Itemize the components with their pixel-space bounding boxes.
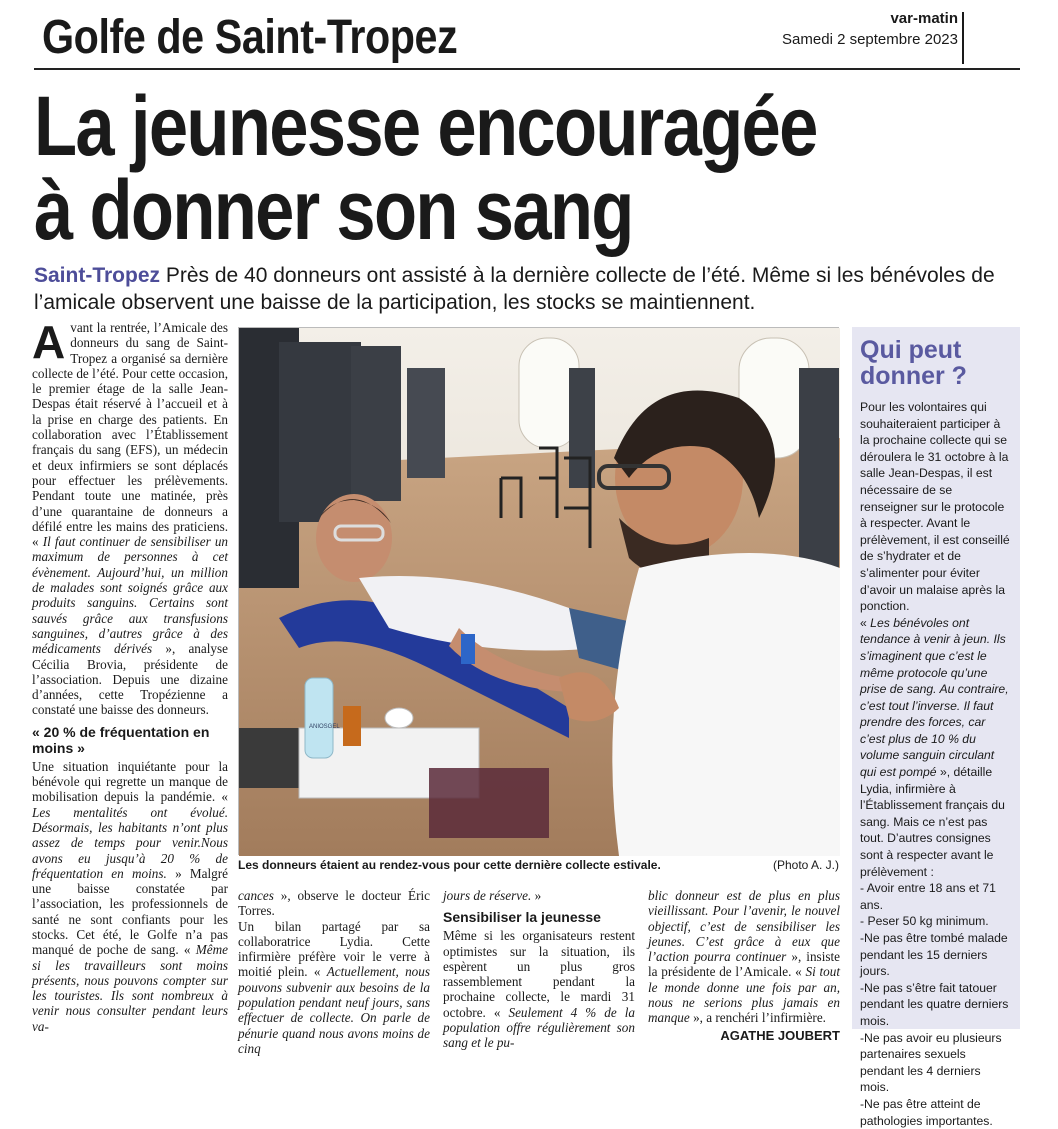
page-header [34,6,1022,70]
photo-credit: (Photo A. J.) [772,858,839,872]
drop-cap: A [32,316,66,368]
sidebar-body [860,399,1012,1129]
article-paragraph: jours de réserve. » [443,888,542,903]
newspaper-brand: var-matin [890,10,958,27]
section-rubric: Golfe de Saint-Tropez [42,11,458,64]
header-rule [34,68,1020,70]
article-paragraph: cances », observe le docteur Éric Torres. [238,888,430,919]
sidebar-rule: - Peser 50 kg minimum. [860,914,989,929]
article-column-1 [32,316,229,1034]
bottle-label: ANIOSGEL [309,724,340,730]
article-column-3 [443,888,635,1051]
headline-line-2: à donner son sang [34,163,633,257]
article-paragraph: Un bilan partagé par sa collaboratrice Lydia. Cette infirmière préfère voir le verre à moitié plein. « Actuellement, nous pouvons subvenir aux besoins de la population pendant neuf jours, sans effectuer de collecte. On parle de pénurie quand nous avons moins de cinq [238,918,430,1056]
article-column-4 [648,888,840,1043]
article-paragraph: Une situation inquiétante pour la bénévole qui regrette un manque de mobilisation depuis la pandémie. « Les mentalités ont évolué. Désormais, les habitants n’ont plus assez de temps pour venir.Nous avons eu jusqu’à 20 % de fréquentation en moins. » Malgré une baisse constatée par l’association, les professionnels de santé ne sont confiants pour les stocks. Cet été, le Golfe n’a pas manqué de poche de sang. « Même si les travailleurs sont moins présents, nous pouvons compter sur les touristes. Ils sont nombreux à venir nous consulter pendant leurs va- [32,758,228,1034]
headline [34,79,840,257]
article-paragraph: Même si les organisateurs restent optimistes sur la situation, ils espèrent un plus gros rassemblement pendant la prochaine collecte, le mardi 31 octobre. « Seulement 4 % de la population offre régulièrement son sang et le pu- [443,928,635,1051]
headline-line-1: La jeunesse encouragée [34,79,817,173]
sidebar-rule: - Avoir entre 18 ans et 71 ans. [860,881,996,912]
article-photo [238,327,839,855]
caption-text: Les donneurs étaient au rendez-vous pour cette dernière collecte estivale. [238,858,661,872]
sidebar-rule: -Ne pas être tombé malade pendant les 15 derniers jours. [860,931,1008,979]
author-signature: AGATHE JOUBERT [720,1027,840,1043]
standfirst [34,262,1024,316]
sidebar-rule: -Ne pas être atteint de pathologies importantes. [860,1096,993,1128]
article-paragraph: blic donneur est de plus en plus vieillissant. Pour l’avenir, le nouvel objectif, c’est de sensibiliser les jeunes. C’est grâce à eux que l’action pourra continuer », insiste la présidente de l’Amicale. « Si tout le monde donne une fois par an, nous ne serions plus jamais en manque », a renchéri l’infirmière. [648,888,841,1026]
article-paragraph: Avant la rentrée, l’Amicale des donneurs du sang de Saint-Tropez a organisé sa dernière collecte de l’été. Pour cette occasion, le premier étage de la salle Jean-Despas était réservé à l’accueil et à la prise en charge des patients. En collaboration avec l’Établissement français du sang (EFS), un médecin et deux infirmiers se sont déplacés pour effectuer les prélèvements. Pendant toute une matinée, près d’une quarantaine de donneurs a défilé entre les mains des praticiens. « Il faut continuer de sensibiliser un maximum de personnes à cet évènement. Aujourd’hui, un million de malades sont soignés grâce aux produits sanguins. Certains sont sauvés grâce aux transfusions sanguines, d’autres grâce à des médicaments dérivés », analyse Cécilia Brovia, présidente de l’association. Depuis une dizaine d’années, cette Tropézienne a constaté une baisse des donneurs. [32,316,229,718]
standfirst-kicker: Saint-Tropez [34,264,161,287]
sidebar-box [852,327,1020,1128]
article-column-2 [238,888,430,1056]
publication-date: Samedi 2 septembre 2023 [782,31,958,48]
masthead [782,10,958,48]
sidebar-quote: « Les bénévoles ont tendance à venir à jeun. Ils s’imaginent que c’est le même protocole qu’une prise de sang. Au contraire, c’est tout l’inverse. Il faut prendre des forces, car c’est plus de 10 % du volume sanguin circulant qui est pompé », détaille Lydia, infirmière à l’Établissement français du sang. Mais ce n’est pas tout. D’autres consignes sont à respecter avant le prélèvement : [860,615,1009,879]
sidebar-title: Qui peut donner ? [860,336,967,390]
sidebar-rule: -Ne pas avoir eu plusieurs partenaires sexuels pendant les 4 derniers mois. [860,1030,1002,1095]
subheading-frequentation: « 20 % de fréquentation en moins » [32,723,210,756]
photo-caption [238,858,839,872]
subheading-jeunesse: Sensibiliser la jeunesse [443,909,601,926]
blood-donation-photo-illustration [239,328,840,856]
masthead-divider [962,12,964,64]
sidebar-rule: -Ne pas s’être fait tatouer pendant les quatre derniers mois. [860,980,1009,1028]
sidebar-intro: Pour les volontaires qui souhaiteraient participer à la prochaine collecte qui se déroulera le 31 octobre à la salle Jean-Despas, il est nécessaire de se renseigner sur le protocole à respecter. Avant le prélèvement, il est conseillé de s’hydrater et de s’alimenter pour éviter d’avoir un malaise après la ponction. [860,400,1010,614]
standfirst-text: Près de 40 donneurs ont assisté à la dernière collecte de l’été. Même si les bénévoles de l’amicale observent une baisse de la participation, les stocks se maintiennent. [34,264,995,314]
